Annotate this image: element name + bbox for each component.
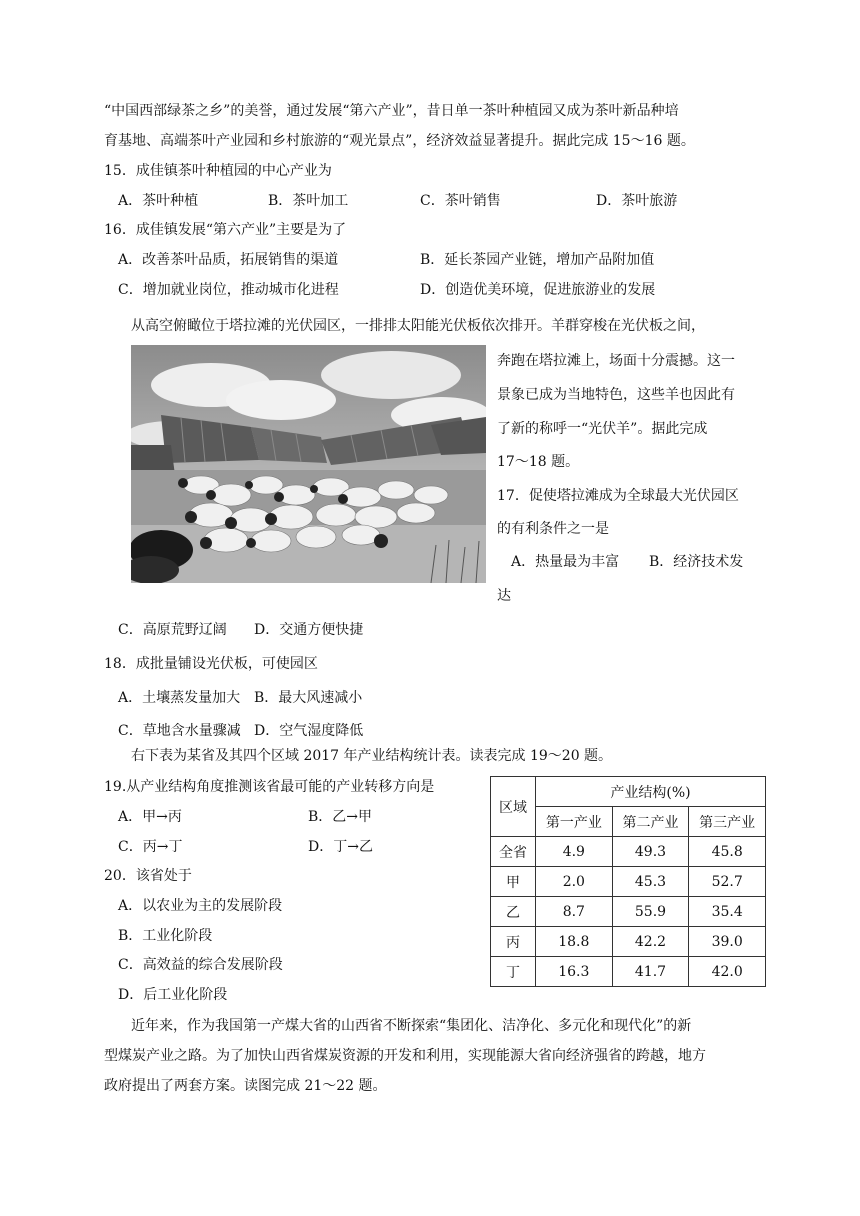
table-cell: 42.2: [612, 927, 689, 957]
table-col-header: 第三产业: [689, 807, 766, 837]
solar-farm-sheep-photo: [131, 345, 486, 583]
q20-option-d: D．后工业化阶段: [118, 987, 228, 1003]
table-row: [491, 867, 766, 897]
q17-option-a: A．热量最为丰富: [511, 554, 620, 570]
q17-option-b-cont: 达: [497, 588, 511, 604]
q16-stem: 16．成佳镇发展“第六产业”主要是为了: [104, 222, 347, 238]
table-header-row: [491, 777, 766, 807]
q19-option-d: D．丁→乙: [308, 839, 373, 855]
table-cell: 4.9: [536, 837, 613, 867]
table-cell: 49.3: [612, 837, 689, 867]
q19-option-a: A．甲→丙: [118, 809, 182, 825]
q16-option-c: C．增加就业岗位，推动城市化进程: [118, 282, 339, 298]
passage2-line-4: 了新的称呼一“光伏羊”。据此完成: [497, 421, 708, 437]
table-cell: 18.8: [536, 927, 613, 957]
table-header-region: 区域: [491, 777, 536, 837]
q20-stem: 20．该省处于: [104, 868, 192, 884]
passage3-line-3: 政府提出了两套方案。读图完成 21～22 题。: [104, 1078, 387, 1094]
q19-option-c: C．丙→丁: [118, 839, 183, 855]
table-cell: 45.8: [689, 837, 766, 867]
q15-option-b: B．茶叶加工: [268, 193, 349, 209]
table-cell-region: 全省: [491, 837, 536, 867]
table-cell: 16.3: [536, 957, 613, 987]
table-col-header: 第二产业: [612, 807, 689, 837]
q18-option-d: D．空气湿度降低: [254, 723, 364, 739]
q18-stem: 18．成批量铺设光伏板，可使园区: [104, 656, 318, 672]
q16-option-b: B．延长茶园产业链，增加产品附加值: [420, 252, 655, 268]
q20-option-c: C．高效益的综合发展阶段: [118, 957, 283, 973]
passage3-line-1: 近年来，作为我国第一产煤大省的山西省不断探索“集团化、洁净化、多元化和现代化”的新: [131, 1018, 692, 1034]
table-row: [491, 897, 766, 927]
table-row: [491, 927, 766, 957]
passage2-line-1: 从高空俯瞰位于塔拉滩的光伏园区，一排排太阳能光伏板依次排开。羊群穿梭在光伏板之间，: [131, 318, 705, 334]
q19-stem: 19.从产业结构角度推测该省最可能的产业转移方向是: [104, 779, 435, 795]
q16-option-a: A．改善茶叶品质，拓展销售的渠道: [118, 252, 339, 268]
table-cell: 42.0: [689, 957, 766, 987]
q16-option-d: D．创造优美环境，促进旅游业的发展: [420, 282, 656, 298]
q15-option-c: C．茶叶销售: [420, 193, 501, 209]
table-cell: 39.0: [689, 927, 766, 957]
table-cell: 52.7: [689, 867, 766, 897]
q15-stem: 15．成佳镇茶叶种植园的中心产业为: [104, 163, 332, 179]
intro-line-1: “中国西部绿茶之乡”的美誉，通过发展“第六产业”，昔日单一茶叶种植园又成为茶叶新品种培: [104, 103, 679, 119]
table-cell: 2.0: [536, 867, 613, 897]
q20-option-a: A．以农业为主的发展阶段: [118, 898, 283, 914]
table-cell: 55.9: [612, 897, 689, 927]
table-col-header: 第一产业: [536, 807, 613, 837]
q15-option-a: A．茶叶种植: [118, 193, 199, 209]
q15-option-d: D．茶叶旅游: [596, 193, 678, 209]
table-cell-region: 乙: [491, 897, 536, 927]
intro-line-2: 育基地、高端茶叶产业园和乡村旅游的“观光景点”，经济效益显著提升。据此完成 15～16 题。: [104, 133, 695, 149]
table-cell-region: 丙: [491, 927, 536, 957]
q17-option-c: C．高原荒野辽阔: [118, 622, 227, 638]
table-cell: 35.4: [689, 897, 766, 927]
passage3-line-2: 型煤炭产业之路。为了加快山西省煤炭资源的开发和利用，实现能源大省向经济强省的跨越，地方: [104, 1048, 706, 1064]
passage2-line-5: 17～18 题。: [497, 454, 580, 470]
q18-option-c: C．草地含水量骤减: [118, 723, 241, 739]
q17-option-b: B．经济技术发: [649, 554, 744, 570]
table-header-group: 产业结构(%): [536, 777, 766, 807]
table-cell-region: 甲: [491, 867, 536, 897]
table-row: [491, 957, 766, 987]
q19-option-b: B．乙→甲: [308, 809, 373, 825]
industry-structure-table: [490, 776, 766, 987]
passage2-line-3: 景象已成为当地特色，这些羊也因此有: [497, 387, 735, 403]
q18-option-a: A．土壤蒸发量加大: [118, 690, 241, 706]
table-cell: 45.3: [612, 867, 689, 897]
table-intro: 右下表为某省及其四个区域 2017 年产业结构统计表。读表完成 19～20 题。: [131, 748, 613, 764]
table-row: [491, 837, 766, 867]
table-cell: 8.7: [536, 897, 613, 927]
q17-stem-line-1: 17．促使塔拉滩成为全球最大光伏园区: [497, 488, 739, 504]
q17-stem-line-2: 的有利条件之一是: [497, 521, 609, 537]
table-cell-region: 丁: [491, 957, 536, 987]
table-cell: 41.7: [612, 957, 689, 987]
q17-option-d: D．交通方便快捷: [254, 622, 364, 638]
passage2-line-2: 奔跑在塔拉滩上，场面十分震撼。这一: [497, 353, 735, 369]
q18-option-b: B．最大风速减小: [254, 690, 363, 706]
q20-option-b: B．工业化阶段: [118, 928, 213, 944]
